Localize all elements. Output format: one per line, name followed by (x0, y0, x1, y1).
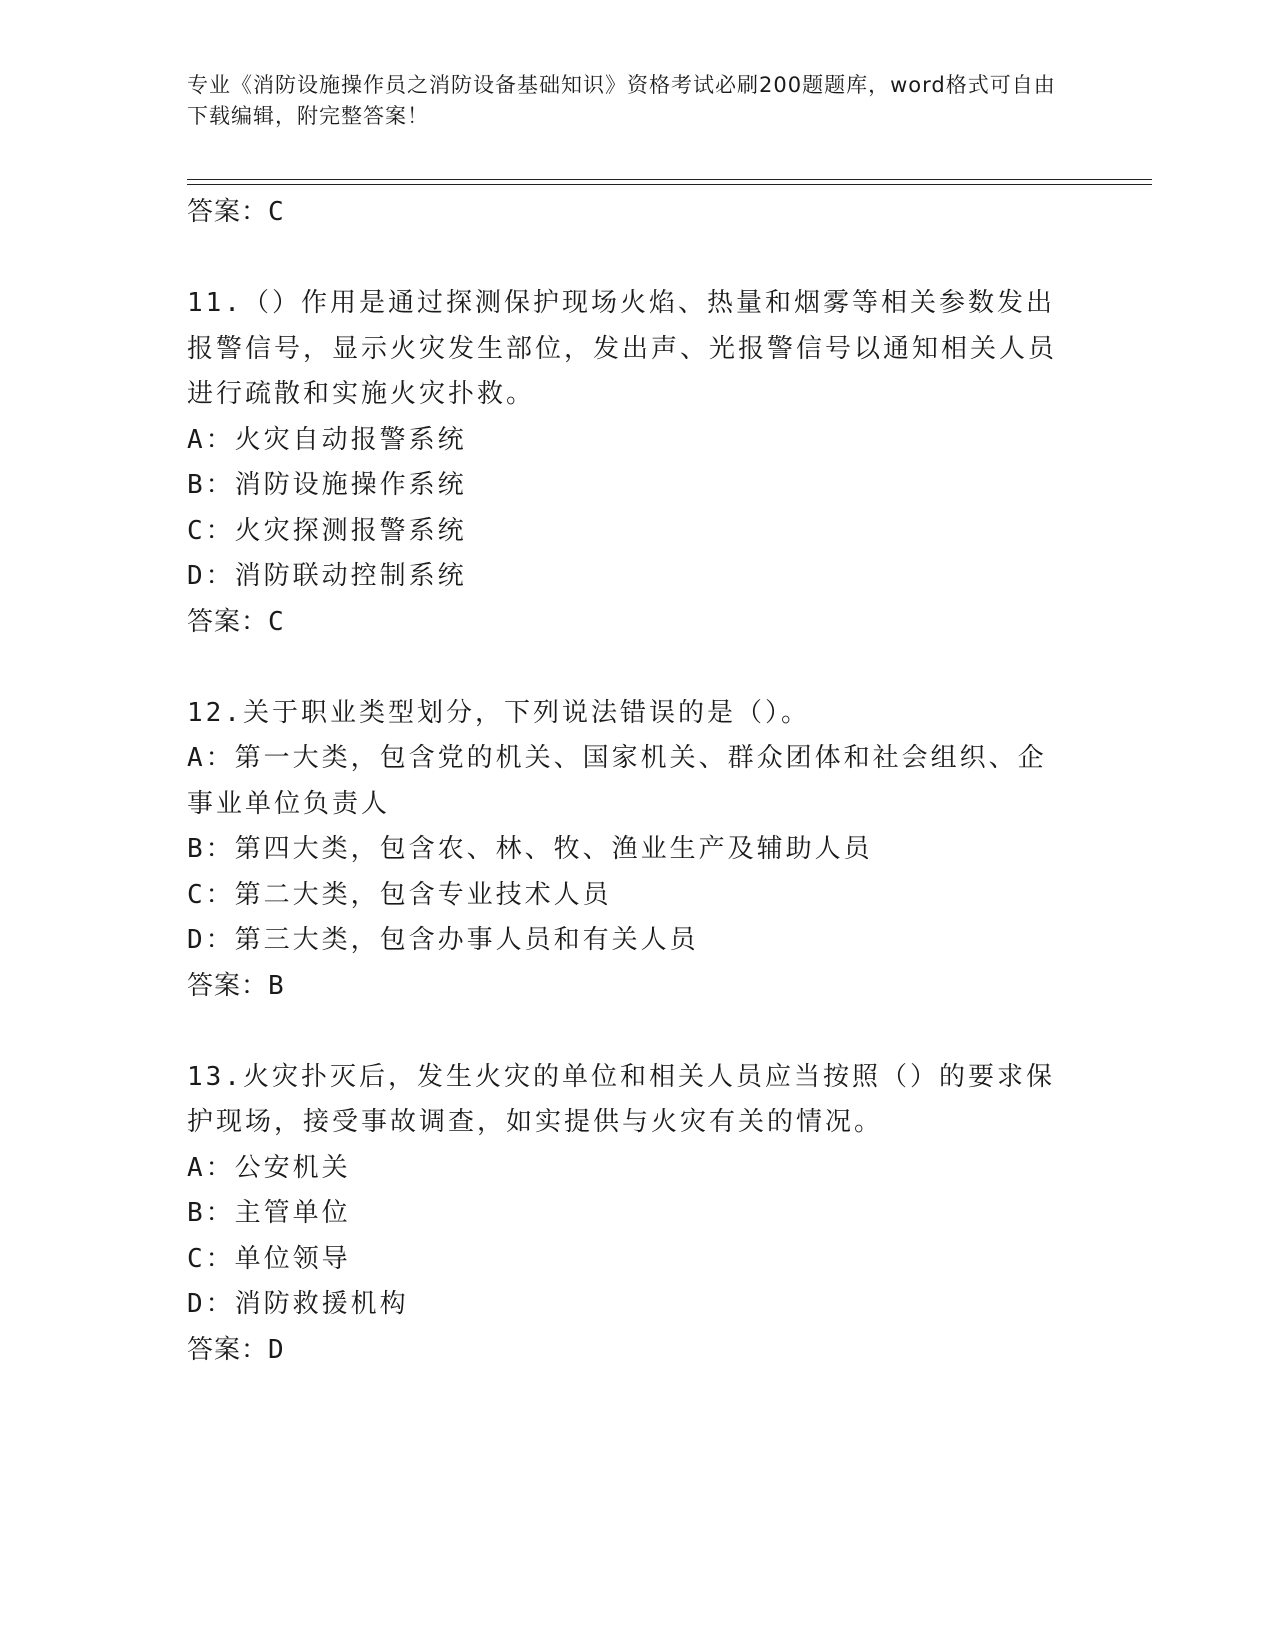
question-block (187, 1055, 1067, 1372)
answer-label: 答案： (187, 970, 269, 1001)
answer-label: 答案： (187, 606, 269, 637)
question-answer (187, 964, 1067, 1008)
answer-label: 答案： (187, 197, 269, 227)
question-text: 12.关于职业类型划分，下列说法错误的是（）。 (187, 697, 810, 728)
document-header: 专业《消防设施操作员之消防设备基础知识》资格考试必刷200题题库，word格式可自由下载编辑，附完整答案！ (187, 73, 1056, 128)
option-b: B：第四大类，包含农、林、牧、渔业生产及辅助人员 (187, 834, 873, 864)
question-text: 11.（）作用是通过探测保护现场火焰、热量和烟雾等相关参数发出报警信号，显示火灾发生部位，发出声、光报警信号以通知相关人员进行疏散和实施火灾扑救。 (187, 288, 1058, 409)
option-c: C：第二大类，包含专业技术人员 (187, 879, 612, 910)
option-b: B：消防设施操作系统 (187, 470, 467, 500)
header-rule-top (187, 179, 1152, 180)
previous-answer (187, 190, 1067, 234)
option-b: B：主管单位 (187, 1198, 351, 1228)
question-list (187, 190, 1067, 1372)
option-d: D：消防救援机构 (187, 1289, 409, 1319)
question-answer (187, 600, 1067, 644)
option-d: D：消防联动控制系统 (187, 561, 467, 591)
question-block (187, 281, 1067, 644)
option-c: C：火灾探测报警系统 (187, 515, 467, 546)
answer-label: 答案： (187, 1334, 269, 1365)
answer-value: D (268, 1334, 285, 1365)
option-c: C：单位领导 (187, 1243, 351, 1274)
option-a: A：火灾自动报警系统 (187, 424, 467, 455)
question-block (187, 691, 1067, 1008)
option-a: A：公安机关 (187, 1152, 351, 1183)
question-text: 13.火灾扑灭后，发生火灾的单位和相关人员应当按照（）的要求保护现场，接受事故调查，如实提供与火灾有关的情况。 (187, 1061, 1055, 1137)
header-rule-bottom (187, 184, 1152, 185)
answer-value: B (268, 970, 285, 1001)
answer-value: C (268, 197, 285, 227)
option-d: D：第三大类，包含办事人员和有关人员 (187, 925, 699, 955)
option-a: A：第一大类，包含党的机关、国家机关、群众团体和社会组织、企事业单位负责人 (187, 743, 1047, 819)
answer-value: C (268, 606, 285, 637)
question-answer (187, 1328, 1067, 1372)
